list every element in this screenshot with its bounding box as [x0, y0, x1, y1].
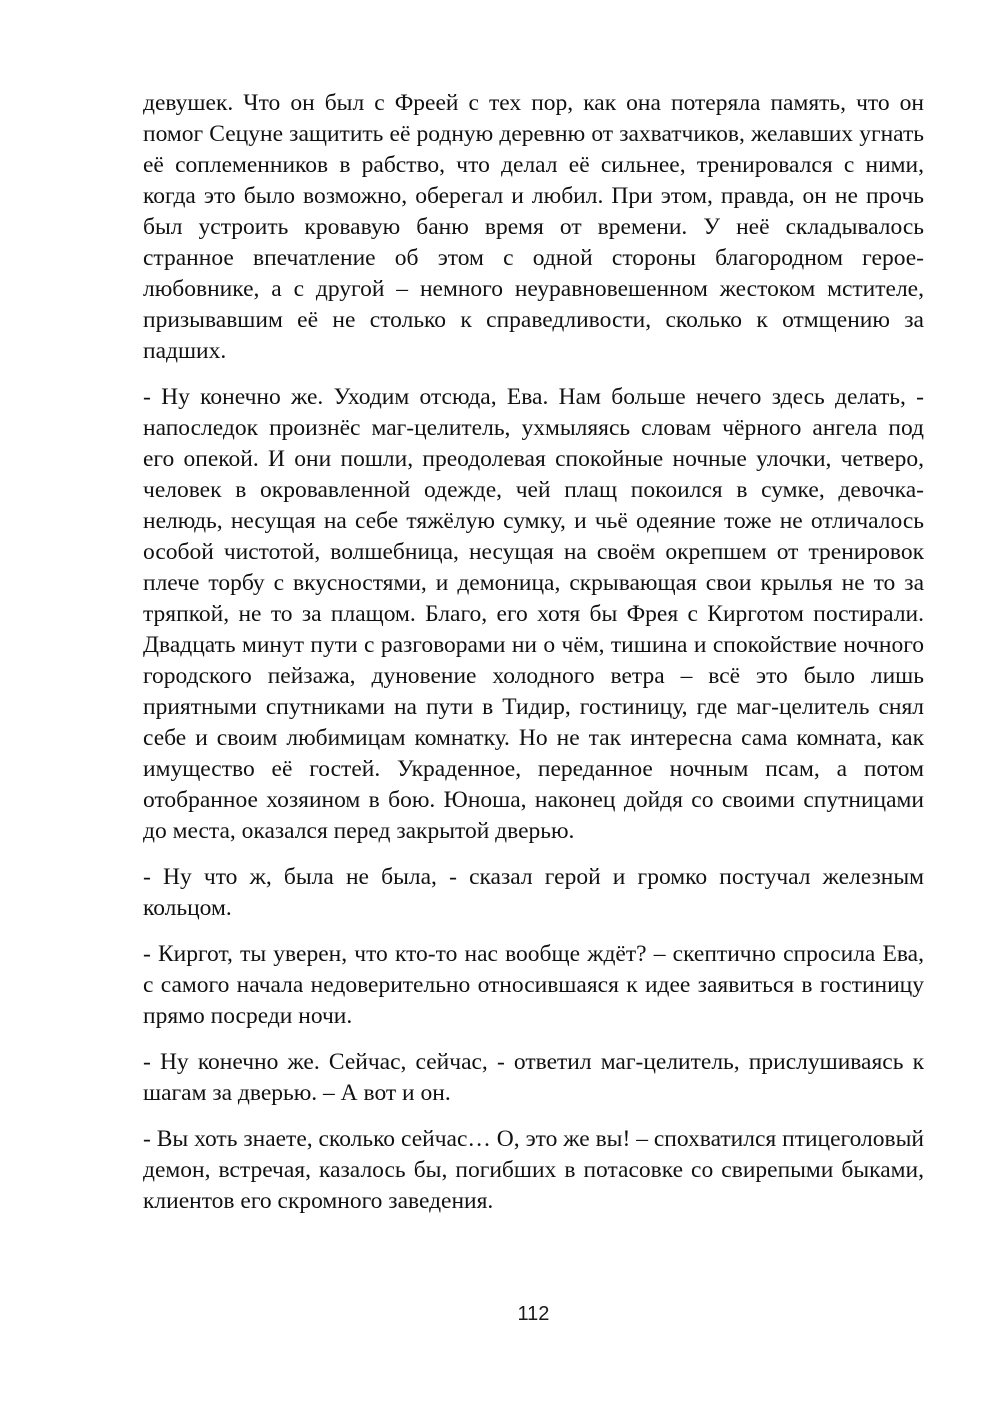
paragraph: - Ну конечно же. Уходим отсюда, Ева. Нам больше нечего здесь делать, - напоследок произнёс маг-целитель, ухмыляясь словам чёрного ангела под его опекой. И они пошли, преодолевая спокойные ночные улочки, четверо, человек в окровавленной одежде, чей плащ покоился в сумке, девочка-нелюдь, несущая на себе тяжёлую сумку, и чьё одеяние тоже не отличалось особой чистотой, волшебница, несущая на своём окрепшем от тренировок плече торбу с вкусностями, и демоница, скрывающая свои крылья не то за тряпкой, не то за плащом. Благо, его хотя бы Фрея с Кирготом постирали. Двадцать минут пути с разговорами ни о чём, тишина и спокойствие ночного городского пейзажа, дуновение холодного ветра – всё это было лишь приятными спутниками на пути в Тидир, гостиницу, где маг-целитель снял себе и своим любимицам комнатку. Но не так интересна сама комната, как имущество её гостей. Украденное, переданное ночным псам, а потом отобранное хозяином в бою. Юноша, наконец дойдя со своими спутницами до места, оказался перед закрытой дверью.	[143, 384, 924, 844]
paragraph: - Киргот, ты уверен, что кто-то нас вообще ждёт? – скептично спросила Ева, с самого начала недоверительно относившаяся к идее заявиться в гостиницу прямо посреди ночи.	[143, 941, 924, 1029]
paragraph: - Ну что ж, была не была, - сказал герой и громко постучал железным кольцом.	[143, 864, 924, 921]
paragraph: девушек. Что он был с Фреей с тех пор, как она потеряла память, что он помог Сецуне защитить её родную деревню от захватчиков, желавших угнать её соплеменников в рабство, что делал её сильнее, тренировался с ними, когда это было возможно, оберегал и любил. При этом, правда, он не прочь был устроить кровавую баню время от времени. У неё складывалось странное впечатление об этом с одной стороны благородном герое-любовнике, а с другой – немного неуравновешенном жестоком мстителе, призывавшим её не столько к справедливости, сколько к отмщению за падших.	[143, 90, 924, 364]
paragraph: - Ну конечно же. Сейчас, сейчас, - ответил маг-целитель, прислушиваясь к шагам за дверью. – А вот и он.	[143, 1049, 924, 1106]
paragraph: - Вы хоть знаете, сколько сейчас… О, это же вы! – спохватился птицеголовый демон, встречая, казалось бы, погибших в потасовке со свирепыми быками, клиентов его скромного заведения.	[143, 1126, 924, 1214]
text-block	[143, 88, 924, 1232]
page-number: 112	[517, 1303, 550, 1325]
